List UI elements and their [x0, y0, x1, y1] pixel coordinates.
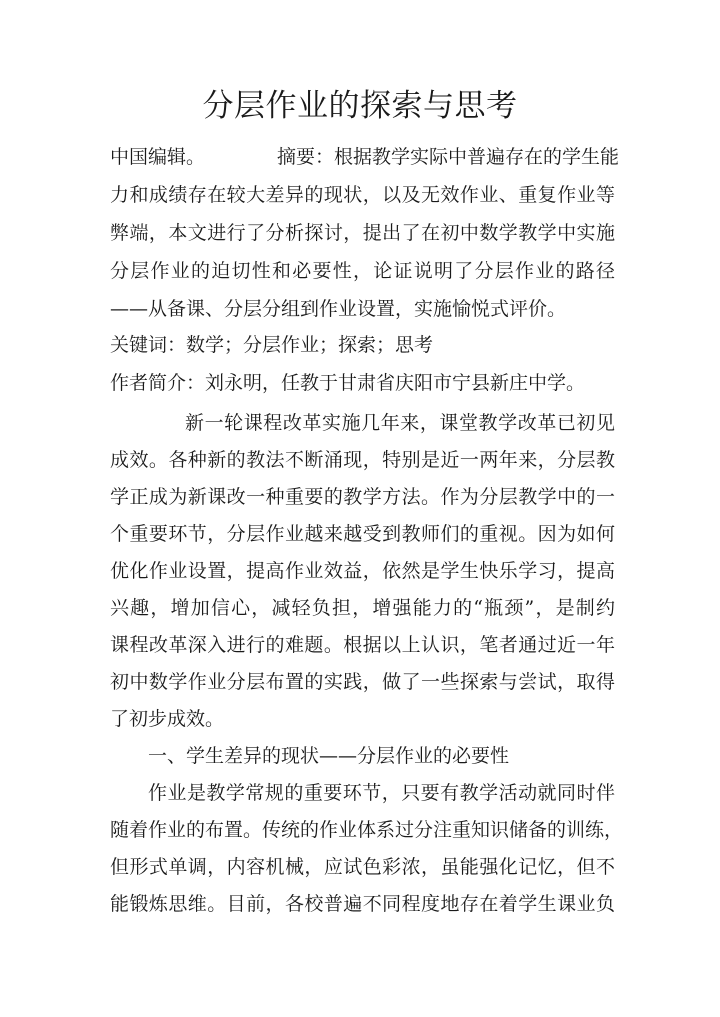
document-title: 分层作业的探索与思考 [202, 88, 518, 124]
body-line: 成效。各种新的教法不断涌现，特别是近一两年来，分层教 [110, 449, 615, 471]
abstract-line-1 [110, 144, 620, 170]
body-line: 个重要环节，分层作业越来越受到教师们的重视。因为如何 [110, 523, 615, 545]
author-intro: 作者简介：刘永明，任教于甘肃省庆阳市宁县新庄中学。 [110, 372, 586, 394]
body-line: 优化作业设置，提高作业效益，依然是学生快乐学习，提高 [110, 560, 615, 582]
body-line: 初中数学作业分层布置的实践，做了一些探索与尝试，取得 [110, 671, 615, 693]
body-line: 兴趣，增加信心，减轻负担，增强能力的“瓶颈”，是制约 [110, 597, 615, 619]
abstract-line: 分层作业的迫切性和必要性，论证说明了分层作业的路径 [110, 260, 615, 282]
section-line: 能锻炼思维。目前，各校普遍不同程度地存在着学生课业负 [110, 893, 615, 915]
abstract-start: 摘要：根据教学实际中普遍存在的学生能 [277, 146, 620, 168]
author-unit: 中国编辑。 [110, 146, 206, 168]
abstract-line: ——从备课、分层分组到作业设置，实施愉悦式评价。 [110, 298, 567, 320]
abstract-line: 弊端，本文进行了分析探讨，提出了在初中数学教学中实施 [110, 222, 615, 244]
section-line: 作业是教学常规的重要环节，只要有教学活动就同时伴 [148, 782, 615, 804]
section-line: 但形式单调，内容机械，应试色彩浓，虽能强化记忆，但不 [110, 856, 615, 878]
abstract-line: 力和成绩存在较大差异的现状，以及无效作业、重复作业等 [110, 184, 615, 206]
body-line: 课程改革深入进行的难题。根据以上认识，笔者通过近一年 [110, 634, 615, 656]
keywords: 关键词：数学；分层作业；探索；思考 [110, 334, 434, 356]
body-line: 学正成为新课改一种重要的教学方法。作为分层教学中的一 [110, 486, 615, 508]
body-line: 了初步成效。 [110, 708, 225, 730]
section-line: 随着作业的布置。传统的作业体系过分注重知识储备的训练， [110, 819, 624, 841]
body-line: 新一轮课程改革实施几年来，课堂教学改革已初见 [185, 412, 615, 434]
section-heading: 一、学生差异的现状——分层作业的必要性 [148, 745, 510, 767]
